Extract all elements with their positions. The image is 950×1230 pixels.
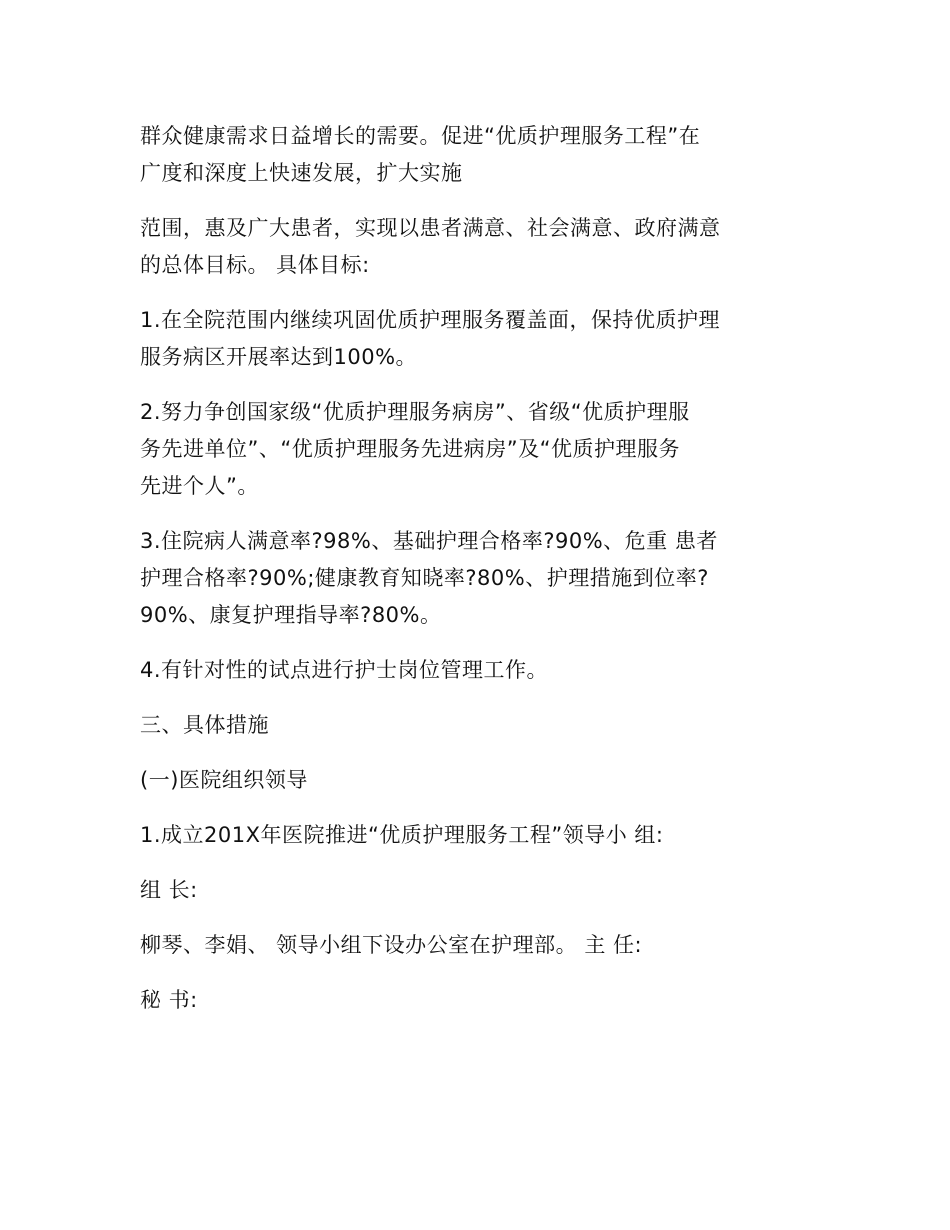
text-line: 组 长: <box>140 878 198 902</box>
section-heading-measures <box>140 707 805 744</box>
text-line: (一)医院组织领导 <box>140 768 308 792</box>
paragraph-goal <box>140 210 805 284</box>
text-line: 柳琴、李娟、 领导小组下设办公室在护理部。 主 任: <box>140 933 643 957</box>
text-line: 秘 书: <box>140 988 198 1012</box>
text-line: 的总体目标。 具体目标: <box>140 253 370 277</box>
paragraph-secretary <box>140 982 805 1019</box>
paragraph-target-2 <box>140 394 805 505</box>
paragraph-target-3 <box>140 523 805 634</box>
paragraph-group-leader <box>140 872 805 909</box>
text-line: 先进个人”。 <box>140 474 259 498</box>
text-line: 范围，惠及广大患者，实现以患者满意、社会满意、政府满意 <box>140 216 721 240</box>
paragraph-members <box>140 927 805 964</box>
text-line: 群众健康需求日益增长的需要。促进“优质护理服务工程”在 <box>140 124 701 148</box>
document-body <box>140 118 805 1037</box>
text-line: 2.努力争创国家级“优质护理服务病房”、省级“优质护理服 <box>140 400 690 424</box>
text-line: 1.成立201X年医院推进“优质护理服务工程”领导小 组: <box>140 823 664 847</box>
paragraph-target-4 <box>140 652 805 689</box>
text-line: 服务病区开展率达到100%。 <box>140 345 418 369</box>
paragraph-target-1 <box>140 302 805 376</box>
paragraph-leadership-group <box>140 817 805 854</box>
text-line: 广度和深度上快速发展，扩大实施 <box>140 161 463 185</box>
subsection-heading-organization <box>140 762 805 799</box>
text-line: 护理合格率?90%;健康教育知晓率?80%、护理措施到位率? <box>140 566 709 590</box>
text-line: 1.在全院范围内继续巩固优质护理服务覆盖面，保持优质护理 <box>140 308 721 332</box>
text-line: 务先进单位”、“优质护理服务先进病房”及“优质护理服务 <box>140 437 681 461</box>
text-line: 90%、康复护理指导率?80%。 <box>140 603 442 627</box>
text-line: 4.有针对性的试点进行护士岗位管理工作。 <box>140 658 549 682</box>
paragraph-intro <box>140 118 805 192</box>
text-line: 3.住院病人满意率?98%、基础护理合格率?90%、危重 患者 <box>140 529 718 553</box>
text-line: 三、具体措施 <box>140 713 269 737</box>
